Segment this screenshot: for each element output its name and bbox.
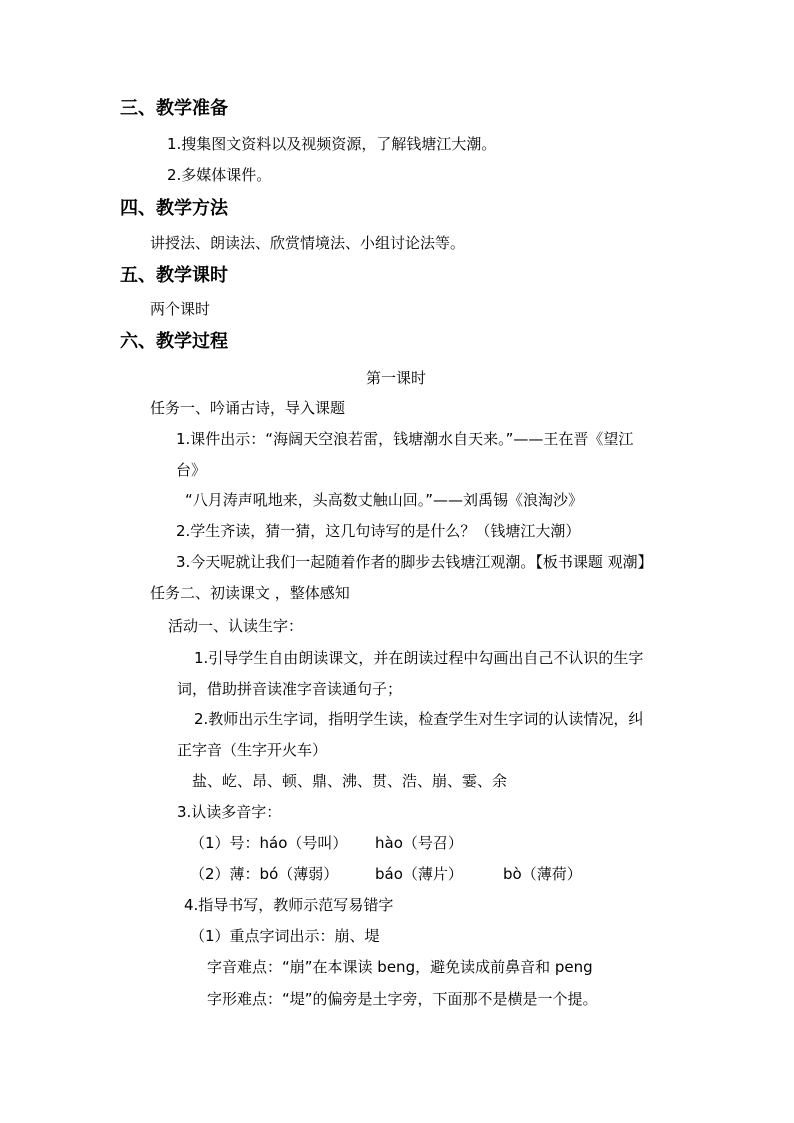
pronunciation-note: 字音难点：“崩”在本课读 beng，避免读成前鼻音和 peng bbox=[207, 958, 593, 976]
polyphone-row-2 bbox=[190, 864, 338, 884]
polyphone-row-1 bbox=[190, 833, 347, 853]
section-6-heading: 六、教学过程 bbox=[120, 331, 228, 352]
step-4: 4.指导书写，教师示范写易错字 bbox=[184, 896, 394, 914]
shape-note: 字形难点：“堤”的偏旁是土字旁，下面那不是横是一个提。 bbox=[207, 990, 598, 1008]
section-5-heading: 五、教学课时 bbox=[120, 265, 228, 286]
task-1-item-3: 3.今天呢就让我们一起随着作者的脚步去钱塘江观潮。【板书课题 观潮】 bbox=[176, 553, 653, 571]
hours-text: 两个课时 bbox=[150, 300, 211, 318]
polyphone-1-reading-2: hào（号召） bbox=[375, 834, 463, 852]
step-3: 3.认读多音字： bbox=[177, 803, 282, 821]
task-1-item-1-line-3: “八月涛声吼地来，头高数丈触山回。”——刘禹锡《浪淘沙》 bbox=[185, 491, 584, 509]
prep-item-1: 1.搜集图文资料以及视频资源，了解钱塘江大潮。 bbox=[167, 135, 497, 153]
polyphone-2-reading-3: bò（薄荷） bbox=[503, 865, 582, 883]
step-1-line-2: 词，借助拼音读准字音读通句子； bbox=[177, 680, 403, 698]
polyphone-2-label: （2）薄： bbox=[190, 865, 260, 883]
new-characters-list: 盐、屹、昂、顿、鼎、沸、贯、浩、崩、霎、余 bbox=[192, 772, 508, 790]
task-1-item-2: 2.学生齐读，猜一猜，这几句诗写的是什么？（钱塘江大潮） bbox=[176, 522, 581, 540]
step-2-line-1: 2.教师出示生字词，指明学生读，检查学生对生字词的认读情况，纠 bbox=[194, 710, 644, 728]
task-2-title: 任务二、初读课文 ，整体感知 bbox=[150, 584, 350, 602]
task-1-title: 任务一、吟诵古诗，导入课题 bbox=[150, 399, 346, 417]
step-2-line-2: 正字音（生字开火车） bbox=[177, 741, 328, 759]
step-1-line-1: 1.引导学生自由朗读课文，并在朗读过程中勾画出自己不认识的生字 bbox=[194, 649, 644, 667]
section-3-heading: 三、教学准备 bbox=[120, 98, 228, 119]
section-4-heading: 四、教学方法 bbox=[120, 198, 228, 219]
polyphone-1-reading-1: háo（号叫） bbox=[259, 834, 348, 852]
task-1-item-1-line-2: 台》 bbox=[176, 461, 207, 479]
activity-1-title: 活动一、认读生字： bbox=[168, 617, 304, 635]
methods-text: 讲授法、朗读法、欣赏情境法、小组讨论法等。 bbox=[150, 234, 466, 252]
lesson-title: 第一课时 bbox=[366, 369, 427, 387]
step-4-sub-1: （1）重点字词出示：崩、堤 bbox=[190, 927, 380, 945]
polyphone-2-reading-1: bó（薄弱） bbox=[259, 865, 339, 883]
polyphone-1-label: （1）号： bbox=[190, 834, 260, 852]
polyphone-2-reading-2: báo（薄片） bbox=[375, 865, 463, 883]
task-1-item-1-line-1: 1.课件出示：“海阔天空浪若雷，钱塘潮水自天来。”——王在晋《望江 bbox=[176, 430, 634, 448]
prep-item-2: 2.多媒体课件。 bbox=[167, 166, 272, 184]
